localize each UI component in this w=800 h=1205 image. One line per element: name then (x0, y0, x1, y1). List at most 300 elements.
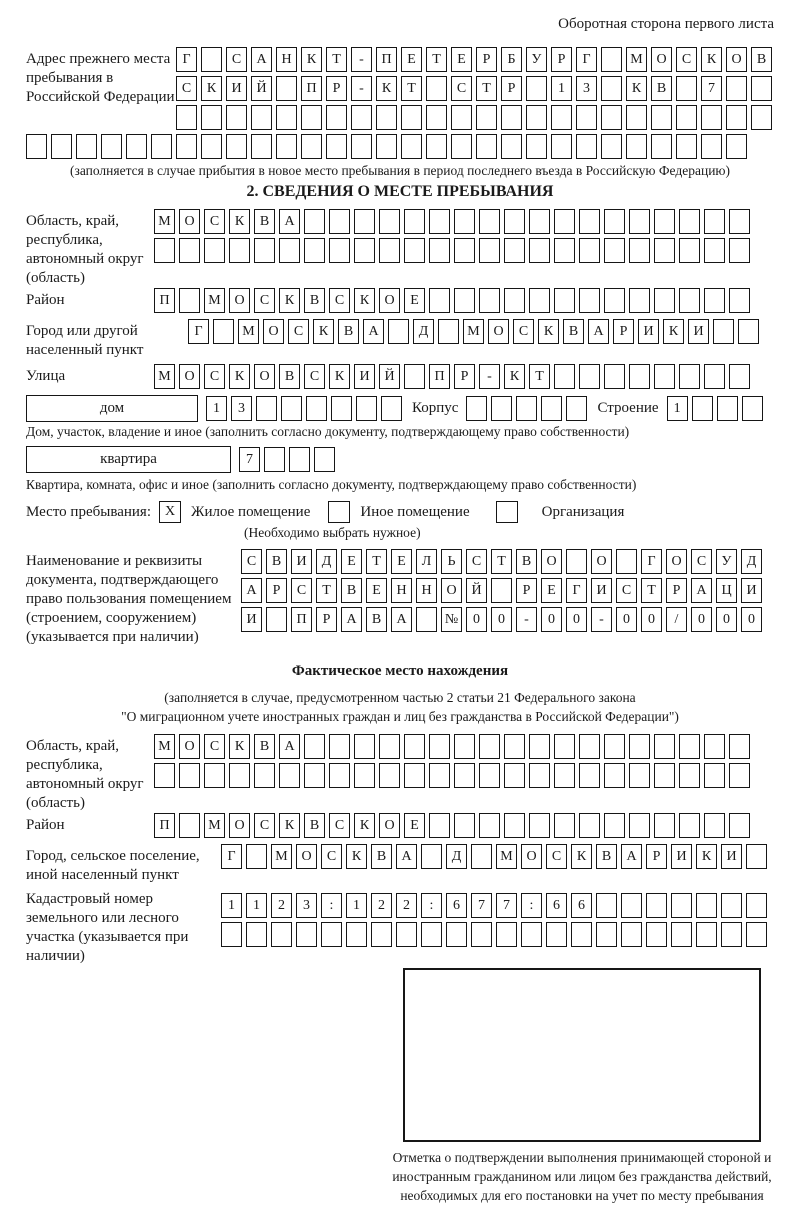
city-row (188, 319, 774, 344)
char-box: 0 (566, 607, 587, 632)
char-box (229, 763, 250, 788)
char-box: К (313, 319, 334, 344)
char-box (679, 364, 700, 389)
char-box (454, 288, 475, 313)
char-box (301, 134, 322, 159)
char-box (254, 763, 275, 788)
char-box: 0 (541, 607, 562, 632)
char-box (221, 922, 242, 947)
document-row-1 (241, 549, 774, 574)
char-box (379, 209, 400, 234)
char-box (426, 105, 447, 130)
char-box: Г (188, 319, 209, 344)
char-box (541, 396, 562, 421)
char-box: 1 (221, 893, 242, 918)
char-box: С (676, 47, 697, 72)
char-box (751, 105, 772, 130)
char-box (246, 844, 267, 869)
char-box: С (176, 76, 197, 101)
document-row-3 (241, 607, 774, 632)
char-box (454, 763, 475, 788)
char-box: А (621, 844, 642, 869)
char-box: 0 (616, 607, 637, 632)
char-box (629, 238, 650, 263)
actual-district-label: Район (26, 817, 65, 833)
char-box: К (279, 813, 300, 838)
char-box (276, 105, 297, 130)
char-box: Р (646, 844, 667, 869)
char-box (471, 922, 492, 947)
char-box: К (229, 734, 250, 759)
char-box (646, 922, 667, 947)
char-box (696, 922, 717, 947)
char-box: Т (316, 578, 337, 603)
char-box: О (229, 288, 250, 313)
char-box: В (254, 734, 275, 759)
char-box: В (651, 76, 672, 101)
char-box (154, 763, 175, 788)
char-box: О (591, 549, 612, 574)
char-box: Т (491, 549, 512, 574)
stay-type-checkbox-other (328, 501, 350, 523)
char-box (504, 763, 525, 788)
char-box: В (366, 607, 387, 632)
actual-region-row-1 (154, 734, 774, 759)
char-box (356, 396, 377, 421)
char-box (351, 105, 372, 130)
actual-region-row-2 (154, 763, 774, 788)
char-box (401, 105, 422, 130)
char-box: М (626, 47, 647, 72)
char-box (479, 209, 500, 234)
char-box: Й (379, 364, 400, 389)
char-box: А (391, 607, 412, 632)
char-box (521, 922, 542, 947)
char-box: К (626, 76, 647, 101)
char-box (226, 134, 247, 159)
char-box: К (279, 288, 300, 313)
char-box: В (371, 844, 392, 869)
char-box (454, 238, 475, 263)
char-box: Й (466, 578, 487, 603)
char-box (601, 105, 622, 130)
char-box (604, 209, 625, 234)
char-box (396, 922, 417, 947)
char-box (426, 134, 447, 159)
confirmation-stamp-block (384, 968, 780, 1205)
char-box: А (691, 578, 712, 603)
street-label: Улица (26, 368, 66, 384)
char-box: В (254, 209, 275, 234)
char-box (629, 209, 650, 234)
char-box (571, 922, 592, 947)
char-box: К (229, 364, 250, 389)
city-block (26, 319, 774, 360)
char-box: - (591, 607, 612, 632)
char-box: К (201, 76, 222, 101)
char-box (321, 922, 342, 947)
char-box: С (513, 319, 534, 344)
char-box (401, 134, 422, 159)
char-box: О (179, 734, 200, 759)
char-box (306, 396, 327, 421)
char-box: С (204, 364, 225, 389)
region-label: Область, край, республика, автономный округ (область) (26, 213, 144, 286)
stay-type-row (26, 501, 774, 523)
actual-district-row (154, 813, 774, 838)
char-box: В (304, 288, 325, 313)
char-box (276, 76, 297, 101)
char-box: С (204, 209, 225, 234)
char-box: К (376, 76, 397, 101)
char-box (76, 134, 97, 159)
char-box (529, 763, 550, 788)
prev-address-row-1 (176, 47, 776, 72)
char-box: К (701, 47, 722, 72)
char-box: С (329, 813, 350, 838)
char-box (676, 105, 697, 130)
char-box: 7 (239, 447, 260, 472)
char-box (576, 134, 597, 159)
char-box (51, 134, 72, 159)
char-box (726, 76, 747, 101)
char-box (651, 134, 672, 159)
char-box: О (521, 844, 542, 869)
char-box: Ц (716, 578, 737, 603)
char-box (579, 238, 600, 263)
char-box: С (616, 578, 637, 603)
char-box: 7 (496, 893, 517, 918)
char-box (654, 364, 675, 389)
char-box (604, 734, 625, 759)
char-box: С (254, 813, 275, 838)
char-box: О (726, 47, 747, 72)
char-box (246, 922, 267, 947)
char-box (201, 47, 222, 72)
char-box (576, 105, 597, 130)
char-box (479, 763, 500, 788)
char-box (276, 134, 297, 159)
char-box: М (154, 734, 175, 759)
char-box (326, 134, 347, 159)
char-box: И (638, 319, 659, 344)
char-box (476, 105, 497, 130)
char-box: Р (326, 76, 347, 101)
confirmation-stamp-note: Отметка о подтверждении выполнения принимающей стороной и иностранным гражданином или лицом без гражданства действий, необходимых для его постановки на учет по месту пребывания (392, 1150, 772, 1203)
apartment-note: Квартира, комната, офис и иное (заполнить согласно документу, подтверждающему право собственности) (26, 477, 637, 492)
document-label: Наименование и реквизиты документа, подтверждающего право пользования помещением (строением, сооружением) (указывается при наличии) (26, 553, 232, 645)
char-box (251, 134, 272, 159)
stay-type-option-organization: Организация (541, 503, 625, 520)
char-box (504, 288, 525, 313)
actual-location-title: Фактическое место нахождения (291, 663, 509, 679)
char-box (742, 396, 763, 421)
char-box: 0 (691, 607, 712, 632)
char-box (329, 238, 350, 263)
char-box (451, 105, 472, 130)
char-box: К (663, 319, 684, 344)
char-box (554, 209, 575, 234)
document-row-2 (241, 578, 774, 603)
char-box (604, 364, 625, 389)
char-box (421, 922, 442, 947)
char-box (371, 922, 392, 947)
char-box (454, 734, 475, 759)
char-box: 3 (576, 76, 597, 101)
char-box: - (516, 607, 537, 632)
char-box: О (229, 813, 250, 838)
char-box (479, 734, 500, 759)
char-box (554, 813, 575, 838)
char-box: П (154, 813, 175, 838)
char-box (726, 134, 747, 159)
char-box (704, 288, 725, 313)
char-box (604, 288, 625, 313)
char-box: К (354, 813, 375, 838)
char-box (671, 893, 692, 918)
char-box: М (204, 813, 225, 838)
house-type-box: дом (26, 395, 198, 422)
char-box: В (516, 549, 537, 574)
char-box: Р (476, 47, 497, 72)
char-box: А (396, 844, 417, 869)
house-note: Дом, участок, владение и иное (заполнить согласно документу, подтверждающему право собственности) (26, 424, 630, 439)
char-box: П (376, 47, 397, 72)
char-box (491, 578, 512, 603)
char-box: О (179, 209, 200, 234)
char-box (626, 134, 647, 159)
char-box: К (571, 844, 592, 869)
char-box: Г (641, 549, 662, 574)
char-box (616, 549, 637, 574)
street-row (154, 364, 774, 389)
char-box: Т (426, 47, 447, 72)
char-box (416, 607, 437, 632)
char-box (491, 396, 512, 421)
char-box (429, 763, 450, 788)
char-box: Т (326, 47, 347, 72)
char-box: В (304, 813, 325, 838)
char-box: К (229, 209, 250, 234)
char-box: И (241, 607, 262, 632)
char-box: А (241, 578, 262, 603)
char-box (404, 238, 425, 263)
char-box (26, 134, 47, 159)
char-box (429, 209, 450, 234)
page-side-title: Оборотная сторона первого листа (558, 16, 774, 32)
char-box (204, 763, 225, 788)
stay-type-option-residential: Жилое помещение (191, 503, 311, 520)
char-box (304, 238, 325, 263)
char-box (751, 76, 772, 101)
char-box: В (341, 578, 362, 603)
char-box (729, 209, 750, 234)
char-box (729, 734, 750, 759)
char-box: 2 (371, 893, 392, 918)
actual-region-block (26, 734, 774, 813)
char-box: С (241, 549, 262, 574)
char-box: О (651, 47, 672, 72)
char-box: С (321, 844, 342, 869)
char-box: 0 (641, 607, 662, 632)
char-box: Е (541, 578, 562, 603)
char-box (229, 238, 250, 263)
district-row (154, 288, 774, 313)
char-box (554, 238, 575, 263)
char-box (654, 209, 675, 234)
char-box: - (351, 76, 372, 101)
char-box: А (279, 209, 300, 234)
char-box (101, 134, 122, 159)
char-box (717, 396, 738, 421)
char-box (429, 734, 450, 759)
char-box: П (301, 76, 322, 101)
char-box (746, 844, 767, 869)
char-box: В (266, 549, 287, 574)
char-box: С (254, 288, 275, 313)
char-box (679, 813, 700, 838)
char-box (654, 734, 675, 759)
char-box (679, 209, 700, 234)
stroenie-cells (667, 396, 767, 421)
char-box: В (563, 319, 584, 344)
apartment-type-box: квартира (26, 446, 231, 473)
region-row-2 (154, 238, 774, 263)
char-box: И (291, 549, 312, 574)
char-box (746, 893, 767, 918)
char-box: У (526, 47, 547, 72)
region-block (26, 209, 774, 288)
char-box (546, 922, 567, 947)
char-box (646, 893, 667, 918)
char-box (429, 238, 450, 263)
char-box (329, 209, 350, 234)
char-box (738, 319, 759, 344)
char-box: А (588, 319, 609, 344)
char-box (629, 288, 650, 313)
char-box (726, 105, 747, 130)
char-box (271, 922, 292, 947)
char-box: А (363, 319, 384, 344)
region-row-1 (154, 209, 774, 234)
char-box (151, 134, 172, 159)
document-block (26, 549, 774, 647)
char-box: Т (401, 76, 422, 101)
char-box (704, 763, 725, 788)
char-box (426, 76, 447, 101)
char-box: Р (454, 364, 475, 389)
char-box (676, 134, 697, 159)
char-box: Е (401, 47, 422, 72)
char-box: В (279, 364, 300, 389)
char-box: К (504, 364, 525, 389)
char-box (721, 922, 742, 947)
char-box: П (429, 364, 450, 389)
char-box (501, 134, 522, 159)
char-box (629, 364, 650, 389)
char-box: Д (446, 844, 467, 869)
apartment-row (26, 446, 774, 473)
char-box: И (741, 578, 762, 603)
char-box (554, 364, 575, 389)
char-box: Л (416, 549, 437, 574)
char-box (654, 813, 675, 838)
cadastral-block (26, 887, 774, 966)
char-box (379, 238, 400, 263)
char-box: Е (341, 549, 362, 574)
char-box: И (671, 844, 692, 869)
cadastral-label: Кадастровый номер земельного или лесного участка (указывается при наличии) (26, 891, 189, 964)
char-box: К (346, 844, 367, 869)
char-box (226, 105, 247, 130)
char-box (579, 288, 600, 313)
char-box: И (354, 364, 375, 389)
char-box (704, 209, 725, 234)
char-box (304, 209, 325, 234)
char-box (471, 844, 492, 869)
char-box: С (291, 578, 312, 603)
prev-address-note: (заполняется в случае прибытия в новое место пребывания в период последнего въезда в Российскую Федерацию) (69, 163, 731, 178)
char-box: Б (501, 47, 522, 72)
char-box (266, 607, 287, 632)
char-box: Е (451, 47, 472, 72)
apartment-cells (239, 447, 339, 472)
char-box: В (751, 47, 772, 72)
char-box (579, 734, 600, 759)
char-box: С (288, 319, 309, 344)
house-row (26, 395, 774, 422)
char-box: В (338, 319, 359, 344)
char-box: Г (566, 578, 587, 603)
char-box (354, 209, 375, 234)
char-box: С (329, 288, 350, 313)
char-box: 6 (446, 893, 467, 918)
char-box: М (204, 288, 225, 313)
char-box: : (421, 893, 442, 918)
char-box (354, 734, 375, 759)
char-box: М (154, 364, 175, 389)
char-box (379, 763, 400, 788)
char-box: Г (221, 844, 242, 869)
char-box (529, 209, 550, 234)
prev-address-row-4 (26, 134, 774, 159)
char-box: 3 (231, 396, 252, 421)
char-box (654, 288, 675, 313)
char-box (551, 105, 572, 130)
char-box: - (479, 364, 500, 389)
house-number-cells (206, 396, 406, 421)
char-box: Е (404, 288, 425, 313)
char-box (304, 734, 325, 759)
char-box (526, 134, 547, 159)
stay-type-label: Место пребывания: (26, 503, 151, 520)
char-box (651, 105, 672, 130)
char-box (679, 734, 700, 759)
city-label: Город или другой населенный пункт (26, 323, 144, 358)
stay-type-option-other: Иное помещение (360, 503, 470, 520)
char-box (404, 209, 425, 234)
char-box: Н (391, 578, 412, 603)
char-box: 0 (716, 607, 737, 632)
char-box: Р (316, 607, 337, 632)
char-box: Г (576, 47, 597, 72)
char-box: К (301, 47, 322, 72)
char-box: : (321, 893, 342, 918)
char-box (179, 238, 200, 263)
char-box (429, 813, 450, 838)
char-box (213, 319, 234, 344)
char-box (504, 238, 525, 263)
